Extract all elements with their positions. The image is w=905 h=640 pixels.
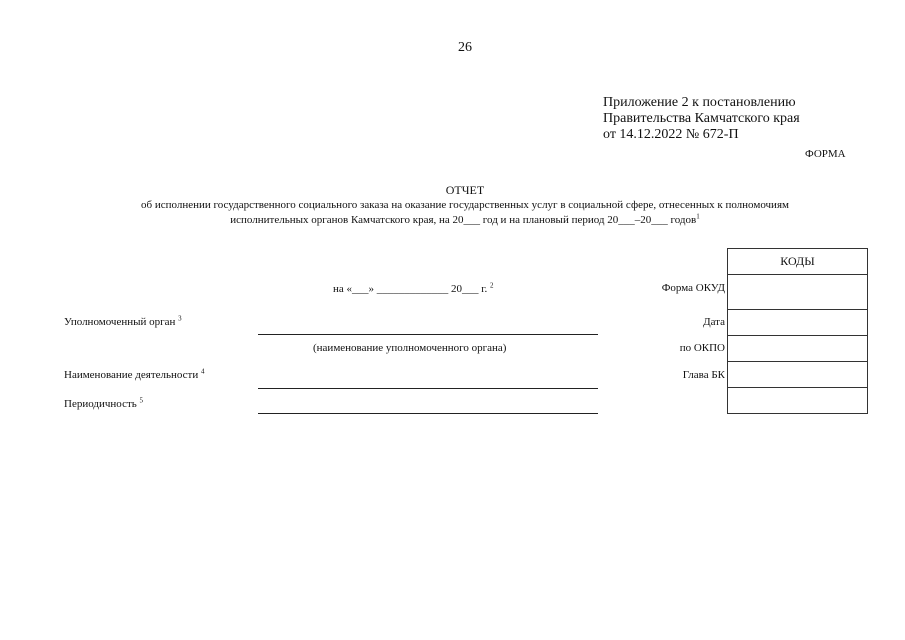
appendix-line-2: Правительства Камчатского края (603, 111, 800, 126)
report-subtitle (20, 198, 905, 228)
codes-header: КОДЫ (728, 249, 868, 275)
date-code-cell[interactable] (728, 310, 868, 336)
report-title: ОТЧЕТ (445, 183, 485, 197)
footnote-4: 4 (201, 367, 205, 376)
activity-name-line (258, 388, 598, 389)
codes-table (727, 248, 868, 414)
extra-code-cell[interactable] (728, 388, 868, 414)
periodicity-line (258, 413, 598, 414)
authorized-body-caption: (наименование уполномоченного органа) (313, 342, 507, 354)
report-subtitle-text: исполнительных органов Камчатского края, на 20___ год и на плановый период 20___–20___ годов (230, 214, 697, 226)
footnote-2: 2 (490, 281, 494, 290)
okud-code-cell[interactable] (728, 275, 868, 310)
footnote-5: 5 (139, 396, 144, 405)
authorized-body-label: Уполномоченный орган $^3$ (64, 314, 182, 328)
activity-name-label: Наименование деятельности $^4$ (64, 367, 205, 381)
okud-label: Форма ОКУД (661, 282, 725, 294)
page-number: 26 (458, 40, 472, 55)
report-date-line (333, 283, 494, 295)
report-subtitle-line-1: об исполнении государственного социального заказа на оказание государственных услуг в социальной сфере, отнесенных к полномочиям (141, 199, 789, 211)
bk-label: Глава БК (682, 369, 725, 381)
bk-code-cell[interactable] (728, 362, 868, 388)
form-label: ФОРМА (805, 148, 846, 160)
okpo-label: по ОКПО (679, 342, 725, 354)
date-label: Дата (703, 316, 725, 328)
report-date-text: на «___» _____________ 20___ г. (333, 283, 488, 295)
okpo-code-cell[interactable] (728, 336, 868, 362)
report-subtitle-line-2 (20, 213, 905, 228)
appendix-block (603, 95, 800, 143)
periodicity-label: Периодичность $^5$ (64, 396, 144, 410)
authorized-body-line (258, 334, 598, 335)
appendix-line-1: Приложение 2 к постановлению (603, 95, 796, 110)
appendix-line-3: от 14.12.2022 № 672-П (603, 127, 739, 142)
footnote-1: 1 (696, 212, 700, 221)
footnote-3: 3 (178, 314, 182, 323)
